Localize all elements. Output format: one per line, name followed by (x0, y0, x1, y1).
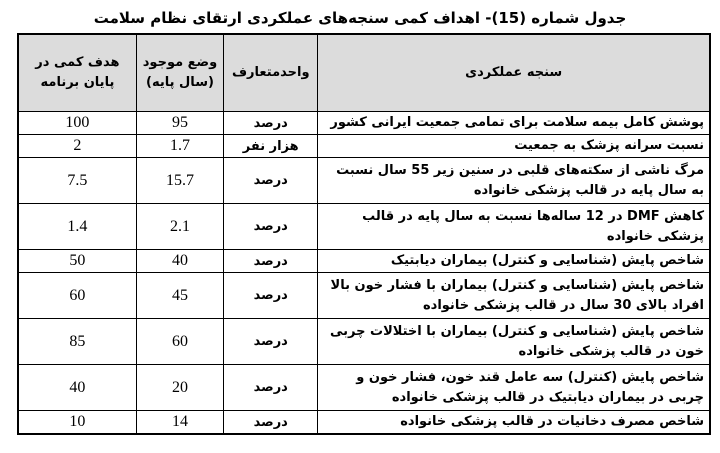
cell-current: 14 (136, 411, 223, 435)
table-row (18, 204, 710, 250)
cell-current: 2.1 (136, 204, 223, 250)
cell-target: 60 (18, 273, 136, 319)
cell-metric: شاخص پایش (شناسایی و کنترل) بیماران با فشار خون بالا افراد بالای 30 سال در قالب پزشکی خانواده (318, 273, 710, 319)
cell-target: 40 (18, 365, 136, 411)
table-row (18, 319, 710, 365)
cell-target: 7.5 (18, 158, 136, 204)
cell-metric: پوشش کامل بیمه سلامت برای تمامی جمعیت ایرانی کشور (318, 112, 710, 135)
cell-current: 45 (136, 273, 223, 319)
cell-metric: شاخص پایش (شناسایی و کنترل) بیماران با اختلالات چربی خون در قالب پزشکی خانواده (318, 319, 710, 365)
cell-target: 2 (18, 135, 136, 158)
cell-current: 95 (136, 112, 223, 135)
cell-unit: درصد (224, 273, 318, 319)
cell-metric: نسبت سرانه پزشک به جمعیت (318, 135, 710, 158)
table-title: جدول شماره (15)- اهداف کمی سنجه‌های عملکردی ارتقای نظام سلامت (93, 9, 627, 27)
cell-unit: هزار نفر (224, 135, 318, 158)
cell-target: 10 (18, 411, 136, 435)
cell-metric: شاخص پایش (کنترل) سه عامل قند خون، فشار خون و چربی در بیماران دیابتیک در قالب پزشکی خانواده (318, 365, 710, 411)
cell-metric: شاخص مصرف دخانیات در قالب پزشکی خانواده (318, 411, 710, 435)
cell-current: 15.7 (136, 158, 223, 204)
header-current: وضع موجود (سال پایه) (136, 34, 223, 112)
cell-unit: درصد (224, 158, 318, 204)
table-row (18, 112, 710, 135)
cell-unit: درصد (224, 204, 318, 250)
table-body (18, 112, 710, 435)
header-target: هدف کمی در پایان برنامه (18, 34, 136, 112)
cell-unit: درصد (224, 319, 318, 365)
cell-unit: درصد (224, 411, 318, 435)
cell-target: 85 (18, 319, 136, 365)
cell-current: 1.7 (136, 135, 223, 158)
cell-current: 20 (136, 365, 223, 411)
table-row (18, 273, 710, 319)
table-row (18, 411, 710, 435)
cell-metric: مرگ ناشی از سکته‌های قلبی در سنین زیر 55 سال نسبت به سال پایه در قالب پزشکی خانواده (318, 158, 710, 204)
header-unit: واحدمتعارف (224, 34, 318, 112)
cell-current: 60 (136, 319, 223, 365)
table-row (18, 135, 710, 158)
cell-unit: درصد (224, 250, 318, 273)
header-metric: سنجه عملکردی (318, 34, 710, 112)
cell-metric: شاخص پایش (شناسایی و کنترل) بیماران دیابتیک (318, 250, 710, 273)
cell-current: 40 (136, 250, 223, 273)
table-row (18, 158, 710, 204)
cell-target: 50 (18, 250, 136, 273)
cell-metric: کاهش DMF در 12 ساله‌ها نسبت به سال پایه در قالب پزشکی خانواده (318, 204, 710, 250)
cell-unit: درصد (224, 112, 318, 135)
cell-target: 100 (18, 112, 136, 135)
performance-metrics-table (17, 33, 711, 435)
header-row (18, 34, 710, 112)
table-row (18, 365, 710, 411)
table-row (18, 250, 710, 273)
cell-unit: درصد (224, 365, 318, 411)
cell-target: 1.4 (18, 204, 136, 250)
